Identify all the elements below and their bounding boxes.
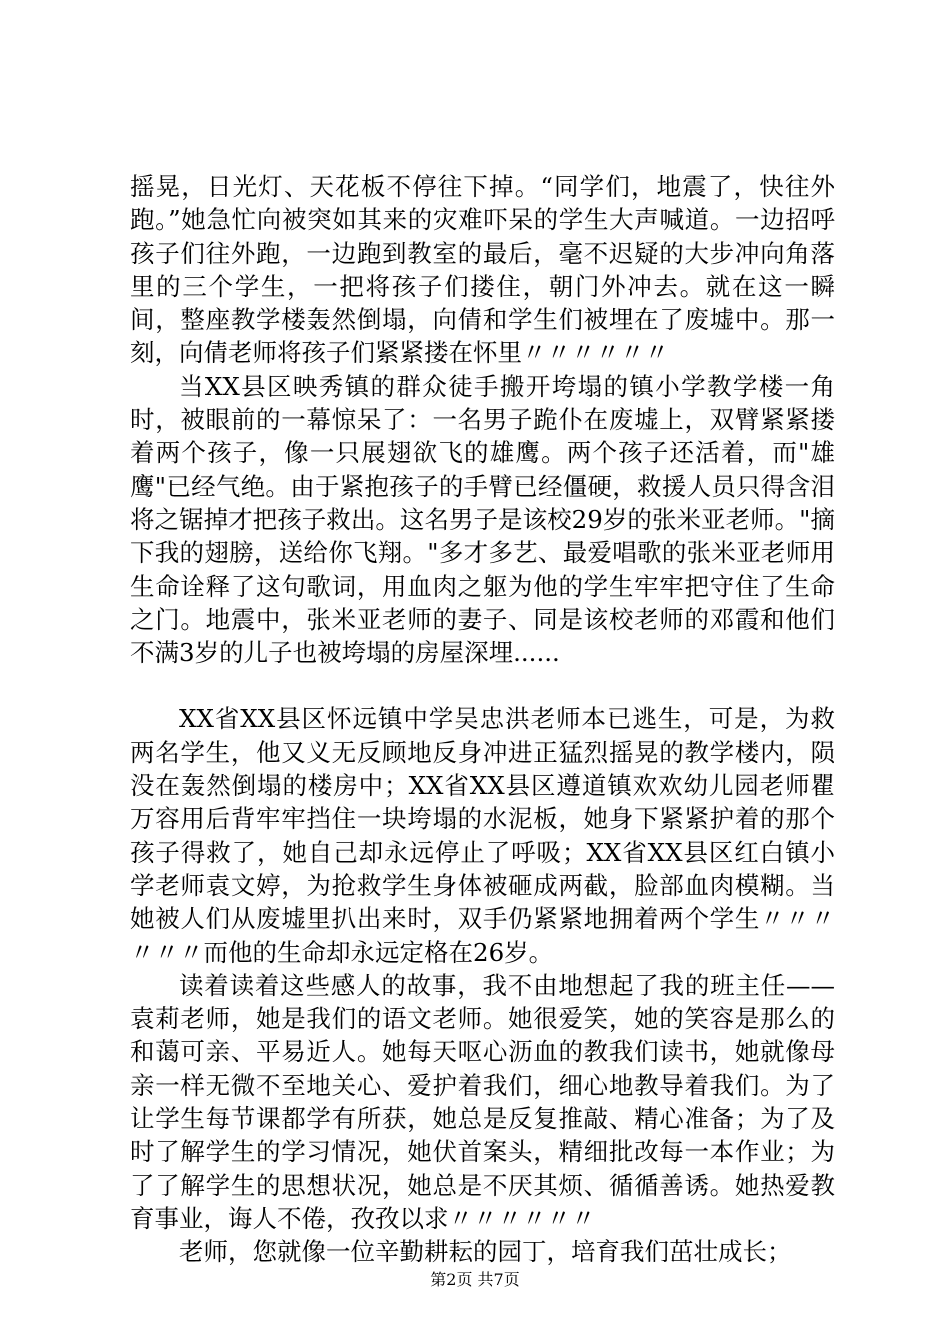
page-number-footer: 第2页 共7页	[430, 1270, 520, 1289]
paragraph-continuation: 摇晃，日光灯、天花板不停往下掉。“同学们，地震了，快往外跑。”她急忙向被突如其来的灾难吓呆的学生大声喊道。一边招呼孩子们往外跑，一边跑到教室的最后，毫不迟疑的大步冲向角落里的三个学生，一把将孩子们搂住，朝门外冲去。就在这一瞬间，整座教学楼轰然倒塌，向倩和学生们被埋在了废墟中。那一刻，向倩老师将孩子们紧紧搂在怀里〃〃〃〃〃〃	[130, 172, 835, 368]
paragraph-gardener: 老师，您就像一位辛勤耕耘的园丁，培育我们茁壮成长；	[179, 1237, 792, 1267]
paragraph-yuan-li: 读着读着这些感人的故事，我不由地想起了我的班主任——袁莉老师，她是我们的语文老师。她很爱笑，她的笑容是那么的和蔼可亲、平易近人。她每天呕心沥血的教我们读书，她就像母亲一样无微不至地关心、爱护着我们，细心地教导着我们。为了让学生每节课都学有所获，她总是反复推敲、精心准备；为了及时了解学生的学习情况，她伏首案头，精细批改每一本作业；为了了解学生的思想状况，她总是不厌其烦、循循善诱。她热爱教育事业，诲人不倦，孜孜以求〃〃〃〃〃〃	[130, 970, 835, 1233]
document-body	[130, 170, 835, 1269]
paragraph-zhang-miya: 当XX县区映秀镇的群众徒手搬开垮塌的镇小学教学楼一角时，被眼前的一幕惊呆了：一名男子跪仆在废墟上，双臂紧紧搂着两个孩子，像一只展翅欲飞的雄鹰。两个孩子还活着，而"雄鹰"已经气绝。由于紧抱孩子的手臂已经僵硬，救援人员只得含泪将之锯掉才把孩子救出。这名男子是该校29岁的张米亚老师。"摘下我的翅膀，送给你飞翔。"多才多艺、最爱唱歌的张米亚老师用生命诠释了这句歌词，用血肉之躯为他的学生牢牢把守住了生命之门。地震中，张米亚老师的妻子、同是该校老师的邓霞和他们不满3岁的儿子也被垮塌的房屋深埋......	[130, 371, 835, 668]
paragraph-other-teachers: XX省XX县区怀远镇中学吴忠洪老师本已逃生，可是，为救两名学生，他又义无反顾地反身冲进正猛烈摇晃的教学楼内，陨没在轰然倒塌的楼房中；XX省XX县区遵道镇欢欢幼儿园老师瞿万容用后背牢牢挡住一块垮塌的水泥板，她身下紧紧护着的那个孩子得救了，她自己却永远停止了呼吸；XX省XX县区红白镇小学老师袁文婷，为抢救学生身体被砸成两截，脸部血肉模糊。当她被人们从废墟里扒出来时，双手仍紧紧地拥着两个学生〃〃〃〃〃〃而他的生命却永远定格在26岁。	[130, 704, 835, 967]
